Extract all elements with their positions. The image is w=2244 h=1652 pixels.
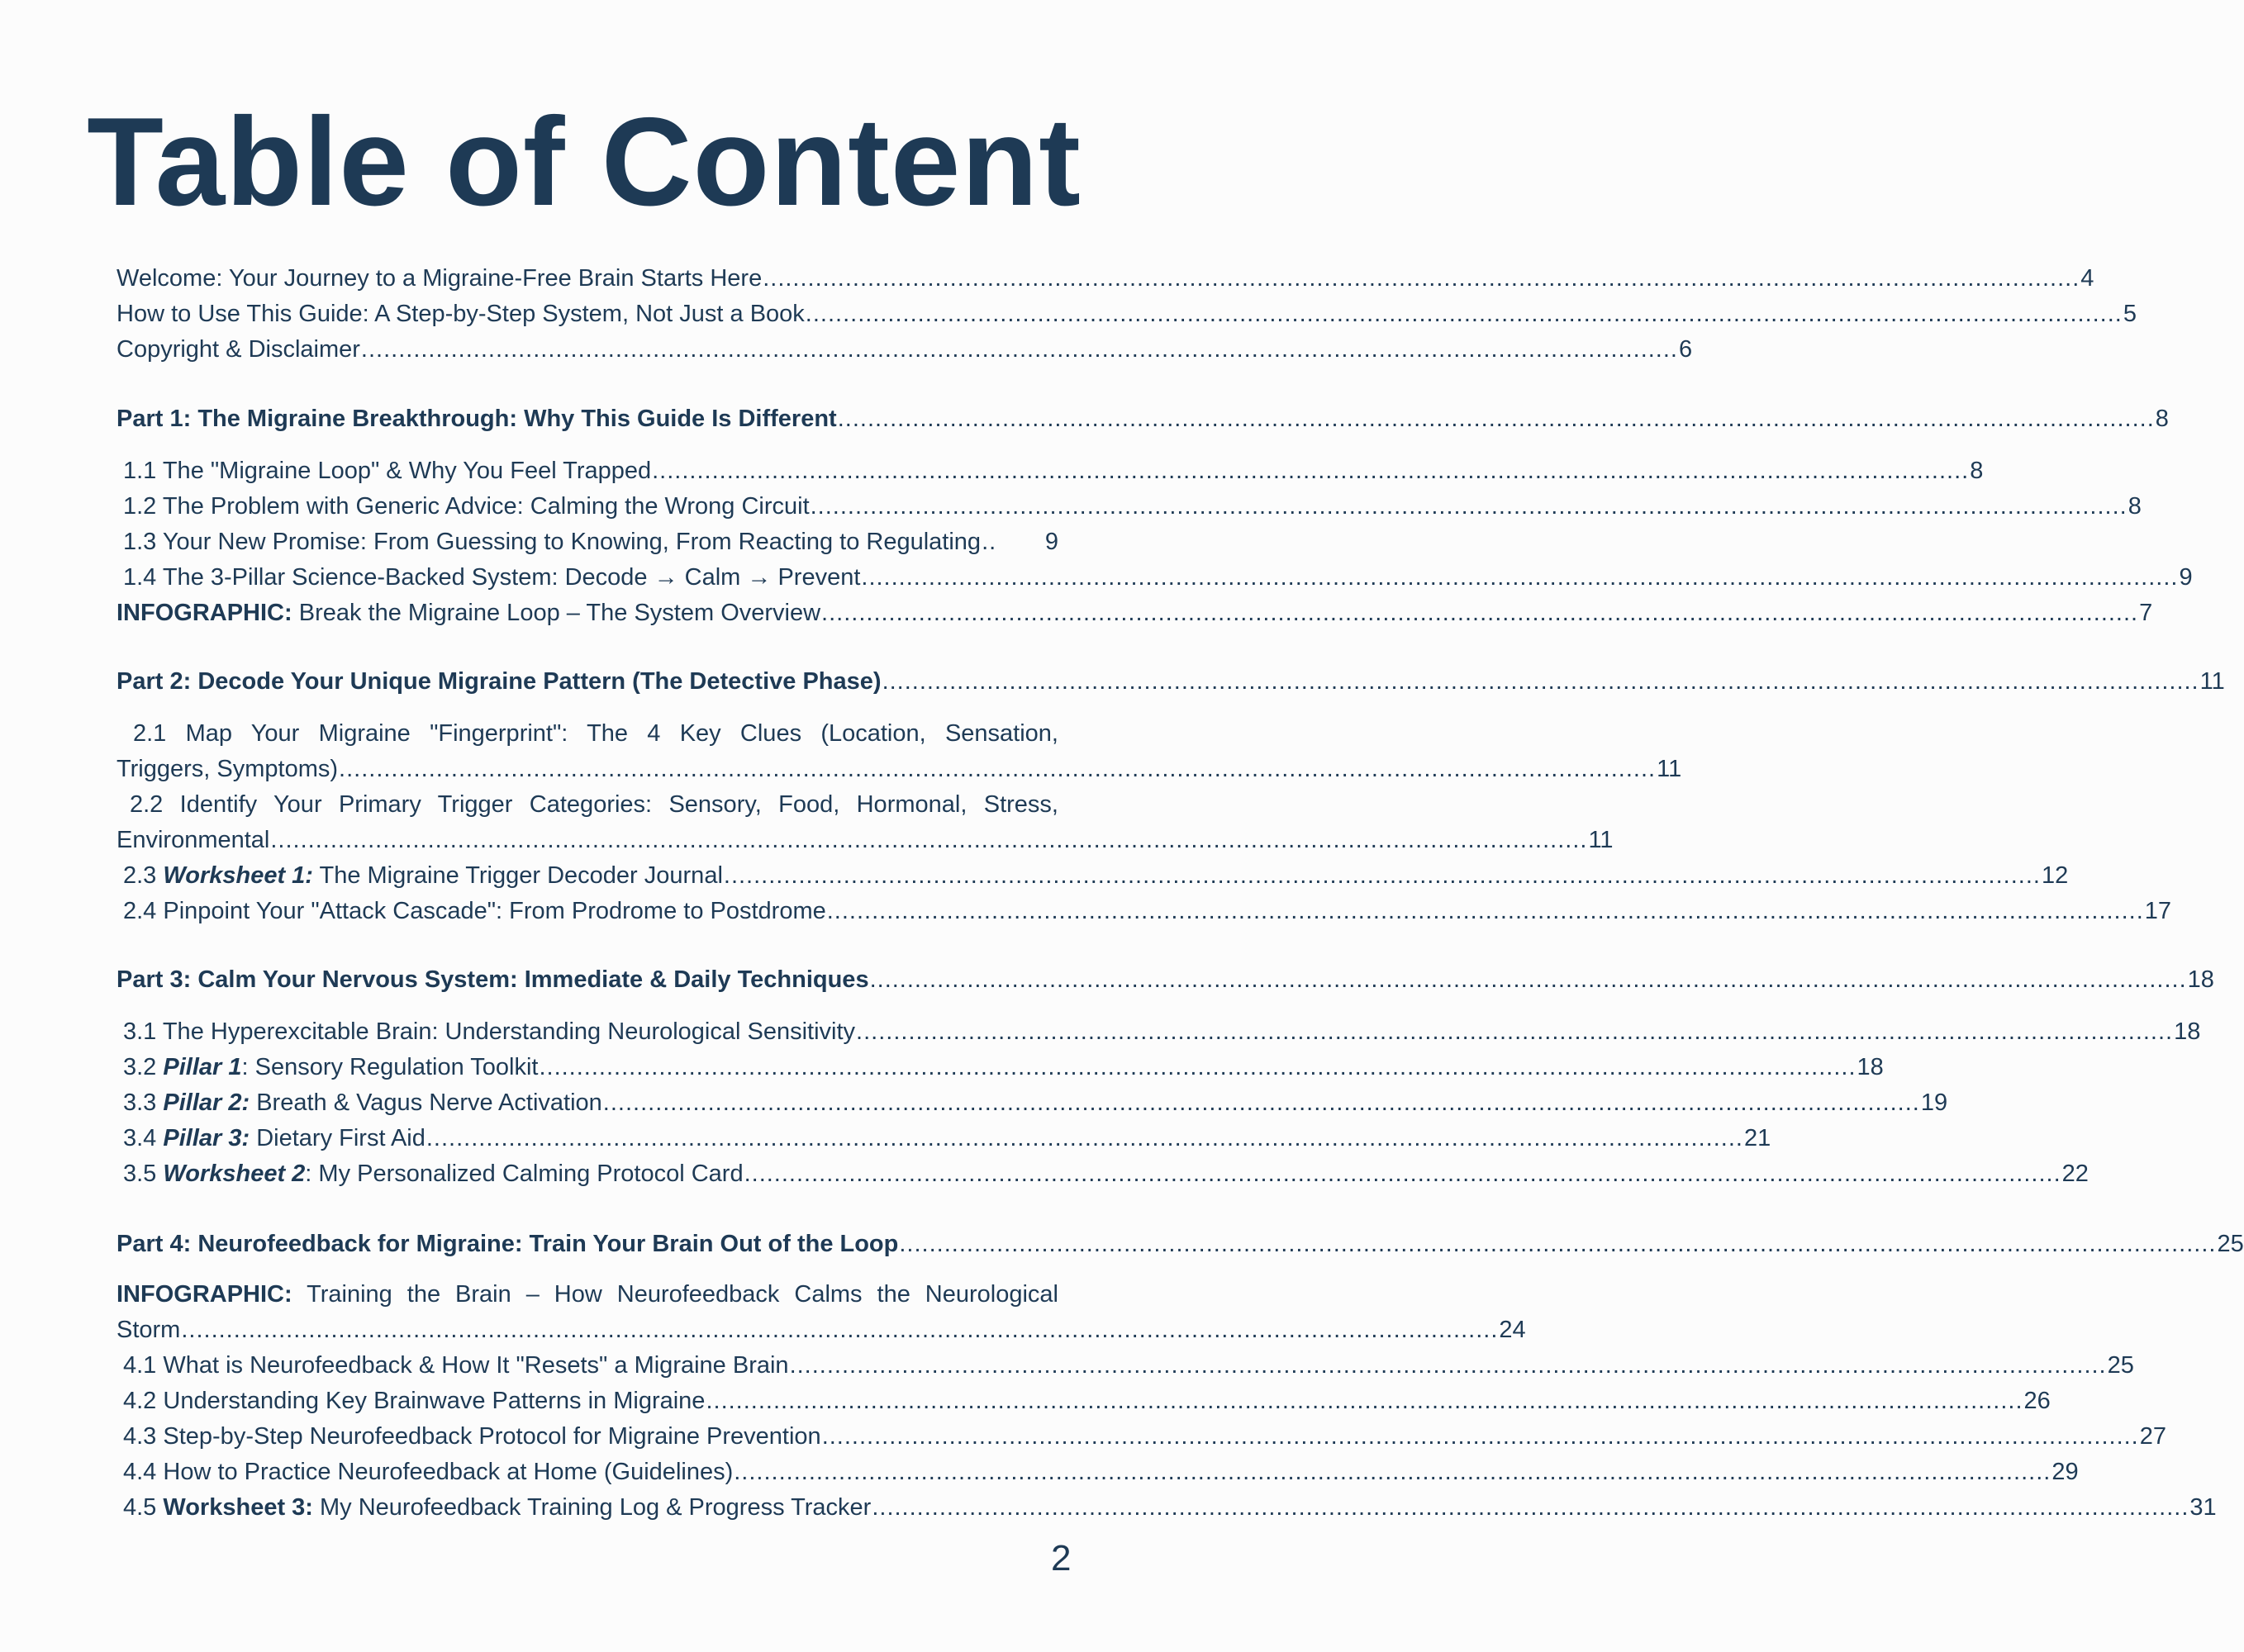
toc-entry-text: 2.4 Pinpoint Your "Attack Cascade": From Prodrome to Postdrome [123, 898, 826, 924]
toc-part-4-items [116, 1277, 2217, 1526]
dot-leader: ................................................................................................................................................................................ [706, 1388, 2023, 1414]
toc-entry-page: 18 [1857, 1054, 1884, 1080]
entry-number: 2.3 [123, 862, 164, 889]
toc-entry-text: Copyright & Disclaimer [116, 336, 360, 363]
toc-entry-page: 4 [2080, 265, 2094, 292]
toc-entry[interactable] [116, 560, 2193, 596]
toc-entry-text [123, 1490, 871, 1526]
dot-leader: ................................................................................................................................................................................ [861, 564, 2179, 591]
page-number: 2 [1051, 1538, 1072, 1578]
entry-number: 3.4 [123, 1125, 164, 1151]
infographic-text: Break the Migraine Loop – The System Overview [292, 600, 821, 626]
dot-leader: ................................................................................................................................................................................ [734, 1459, 2051, 1485]
infographic-label: INFOGRAPHIC: [116, 600, 292, 626]
toc-part-3 [116, 962, 2214, 998]
toc-front-matter [116, 261, 2137, 368]
toc-entry-page: 9 [1044, 529, 1058, 555]
toc-entry-page: 25 [2107, 1352, 2134, 1379]
toc-entry-page: 7 [2139, 600, 2153, 626]
dot-leader: ................................................................................................................................................................................ [882, 668, 2199, 695]
dot-leader: ................................................................................................................................................................................ [872, 1494, 2189, 1521]
toc-entry-page: 5 [2123, 301, 2137, 327]
toc-entry[interactable] [116, 823, 1614, 858]
toc-entry-page: 19 [1920, 1089, 1948, 1116]
toc-part-1-items [116, 453, 2193, 631]
toc-entry[interactable] [116, 297, 2137, 332]
toc-entry[interactable] [116, 1384, 2051, 1419]
toc-entry-text: 4.4 How to Practice Neurofeedback at Home (Guidelines) [123, 1459, 734, 1485]
dot-leader: ................................................................................................................................................................................ [360, 336, 1678, 363]
toc-entry-text [123, 1121, 426, 1156]
dot-leader: ................................................................................................................................................................................ [270, 827, 1588, 853]
toc-entry[interactable] [116, 453, 1984, 489]
pillar-label: Pillar 1 [163, 1054, 242, 1080]
toc-entry-page: 12 [2041, 862, 2069, 889]
dot-leader: ................................................................................................................................................................................ [856, 1018, 2174, 1045]
toc-entry-infographic-line[interactable] [116, 1277, 1058, 1313]
entry-number: 4.5 [123, 1494, 164, 1521]
toc-entry-text: Part 2: Decode Your Unique Migraine Pattern (The Detective Phase) [116, 668, 882, 695]
toc-entry-text: 3.1 The Hyperexcitable Brain: Understanding Neurological Sensitivity [123, 1018, 856, 1045]
page-title: Table of Content [87, 92, 1082, 232]
toc-entry-text: How to Use This Guide: A Step-by-Step System, Not Just a Book [116, 301, 805, 327]
toc-entry-page: 6 [1678, 336, 1693, 363]
entry-title: The Migraine Trigger Decoder Journal [312, 862, 723, 889]
entry-title: : My Personalized Calming Protocol Card [305, 1161, 744, 1187]
dot-leader: .. [982, 529, 997, 555]
toc-entry-line[interactable]: 2.1 Map Your Migraine "Fingerprint": The 4 Key Clues (Location, Sensation, [133, 720, 1058, 747]
toc-entry[interactable] [116, 1085, 1948, 1121]
toc-entry-page: 18 [2187, 966, 2214, 993]
toc-entry[interactable] [116, 1050, 1884, 1085]
toc-entry-text [123, 1156, 744, 1192]
toc-entry-text: 1.2 The Problem with Generic Advice: Calming the Wrong Circuit [123, 493, 810, 520]
toc-entry-text [123, 858, 723, 894]
toc-entry[interactable] [116, 1313, 1526, 1348]
toc-part-4 [116, 1227, 2244, 1262]
dot-leader: ................................................................................................................................................................................ [805, 301, 2123, 327]
infographic-label: INFOGRAPHIC: [116, 1281, 292, 1308]
dot-leader: ................................................................................................................................................................................ [789, 1352, 2107, 1379]
entry-title: : Sensory Regulation Toolkit [241, 1054, 539, 1080]
toc-entry-page: 26 [2023, 1388, 2051, 1414]
toc-entry-page: 11 [2199, 668, 2225, 695]
toc-part-heading[interactable] [116, 401, 2169, 437]
toc-entry-page: 8 [2155, 406, 2169, 432]
toc-entry[interactable] [116, 332, 1693, 368]
toc-part-heading[interactable] [116, 1227, 2244, 1262]
toc-entry-text: 1.3 Your New Promise: From Guessing to Knowing, From Reacting to Regulating [123, 529, 982, 555]
toc-entry-text: 1.4 The 3-Pillar Science-Backed System: Decode → Calm → Prevent [123, 564, 861, 591]
toc-entry-page: 18 [2174, 1018, 2201, 1045]
dot-leader: ................................................................................................................................................................................ [763, 265, 2080, 292]
toc-entry-page: 21 [1743, 1125, 1771, 1151]
toc-entry[interactable] [116, 1455, 2079, 1490]
toc-entry[interactable] [116, 1490, 2217, 1526]
toc-entry[interactable] [116, 525, 1058, 560]
toc-entry[interactable] [116, 1348, 2134, 1384]
toc-entry[interactable] [116, 261, 2094, 297]
worksheet-label: Worksheet 1: [163, 862, 313, 889]
toc-entry-page: 29 [2051, 1459, 2079, 1485]
toc-entry-text: Part 3: Calm Your Nervous System: Immediate & Daily Techniques [116, 966, 869, 993]
toc-entry-page: 24 [1499, 1317, 1526, 1343]
pillar-label: Pillar 3: [163, 1125, 250, 1151]
dot-leader: ................................................................................................................................................................................ [426, 1125, 1743, 1151]
toc-entry-page: 25 [2217, 1231, 2244, 1257]
dot-leader: ................................................................................................................................................................................ [837, 406, 2155, 432]
pillar-label: Pillar 2: [163, 1089, 250, 1116]
toc-part-1 [116, 401, 2169, 437]
toc-entry[interactable] [116, 858, 2069, 894]
infographic-text: Training the Brain – How Neurofeedback Calms the Neurological [292, 1281, 1058, 1308]
toc-entry-text: Part 1: The Migraine Breakthrough: Why This Guide Is Different [116, 406, 837, 432]
toc-entry-text: Triggers, Symptoms) [116, 756, 339, 782]
toc-entry-page: 22 [2061, 1161, 2089, 1187]
dot-leader: ................................................................................................................................................................................ [810, 493, 2128, 520]
entry-number: 3.2 [123, 1054, 164, 1080]
toc-entry-text: Welcome: Your Journey to a Migraine-Free Brain Starts Here [116, 265, 763, 292]
dot-leader: ................................................................................................................................................................................ [339, 756, 1657, 782]
toc-entry[interactable] [116, 1121, 1771, 1156]
dot-leader: ................................................................................................................................................................................ [899, 1231, 2217, 1257]
dot-leader: ................................................................................................................................................................................ [539, 1054, 1857, 1080]
toc-entry-text: 1.1 The "Migraine Loop" & Why You Feel Trapped [123, 458, 652, 484]
dot-leader: ................................................................................................................................................................................ [652, 458, 1970, 484]
toc-entry-text: 4.3 Step-by-Step Neurofeedback Protocol for Migraine Prevention [123, 1423, 821, 1450]
toc-entry-text: Part 4: Neurofeedback for Migraine: Train Your Brain Out of the Loop [116, 1231, 899, 1257]
dot-leader: ................................................................................................................................................................................ [723, 862, 2041, 889]
toc-entry-page: 8 [1970, 458, 1984, 484]
worksheet-label: Worksheet 3: [163, 1494, 313, 1521]
toc-entry-text [123, 1050, 538, 1085]
toc-entry-text [116, 596, 820, 631]
toc-entry-text [123, 1085, 602, 1121]
toc-part-2-items [116, 716, 2172, 929]
toc-entry-page: 8 [2128, 493, 2142, 520]
toc-part-heading[interactable] [116, 664, 2225, 700]
entry-number: 3.3 [123, 1089, 164, 1116]
worksheet-label: Worksheet 2 [163, 1161, 306, 1187]
toc-entry-text: 4.2 Understanding Key Brainwave Patterns in Migraine [123, 1388, 706, 1414]
toc-part-3-items [116, 1014, 2201, 1192]
toc-entry-page: 27 [2139, 1423, 2167, 1450]
toc-entry[interactable] [116, 1014, 2201, 1050]
toc-entry-page: 9 [2179, 564, 2193, 591]
dot-leader: ................................................................................................................................................................................ [181, 1317, 1499, 1343]
dot-leader: ................................................................................................................................................................................ [602, 1089, 1920, 1116]
entry-title: Dietary First Aid [250, 1125, 426, 1151]
toc-part-heading[interactable] [116, 962, 2214, 998]
toc-entry[interactable] [116, 1156, 2089, 1192]
toc-entry-page: 17 [2144, 898, 2172, 924]
entry-number: 3.5 [123, 1161, 164, 1187]
entry-title: My Neurofeedback Training Log & Progress Tracker [312, 1494, 872, 1521]
toc-entry-infographic[interactable] [116, 596, 2153, 631]
toc-entry-line[interactable]: 2.2 Identify Your Primary Trigger Categories: Sensory, Food, Hormonal, Stress, [130, 791, 1058, 818]
toc-entry-text: Storm [116, 1317, 181, 1343]
toc-part-2 [116, 664, 2225, 700]
toc-entry[interactable] [116, 1419, 2167, 1455]
toc-entry[interactable] [116, 894, 2172, 929]
dot-leader: ................................................................................................................................................................................ [744, 1161, 2061, 1187]
toc-entry-text: 4.1 What is Neurofeedback & How It "Resets" a Migraine Brain [123, 1352, 789, 1379]
toc-entry-page: 11 [1588, 827, 1614, 853]
dot-leader: ................................................................................................................................................................................ [826, 898, 2144, 924]
toc-entry-text: Environmental [116, 827, 270, 853]
dot-leader: ................................................................................................................................................................................ [821, 1423, 2139, 1450]
toc-entry-page: 11 [1657, 756, 1682, 782]
dot-leader: ................................................................................................................................................................................ [821, 600, 2139, 626]
toc-entry[interactable] [116, 752, 1682, 787]
dot-leader: ................................................................................................................................................................................ [869, 966, 2187, 993]
toc-entry[interactable] [116, 489, 2142, 525]
entry-title: Breath & Vagus Nerve Activation [250, 1089, 602, 1116]
toc-entry-page: 31 [2189, 1494, 2217, 1521]
